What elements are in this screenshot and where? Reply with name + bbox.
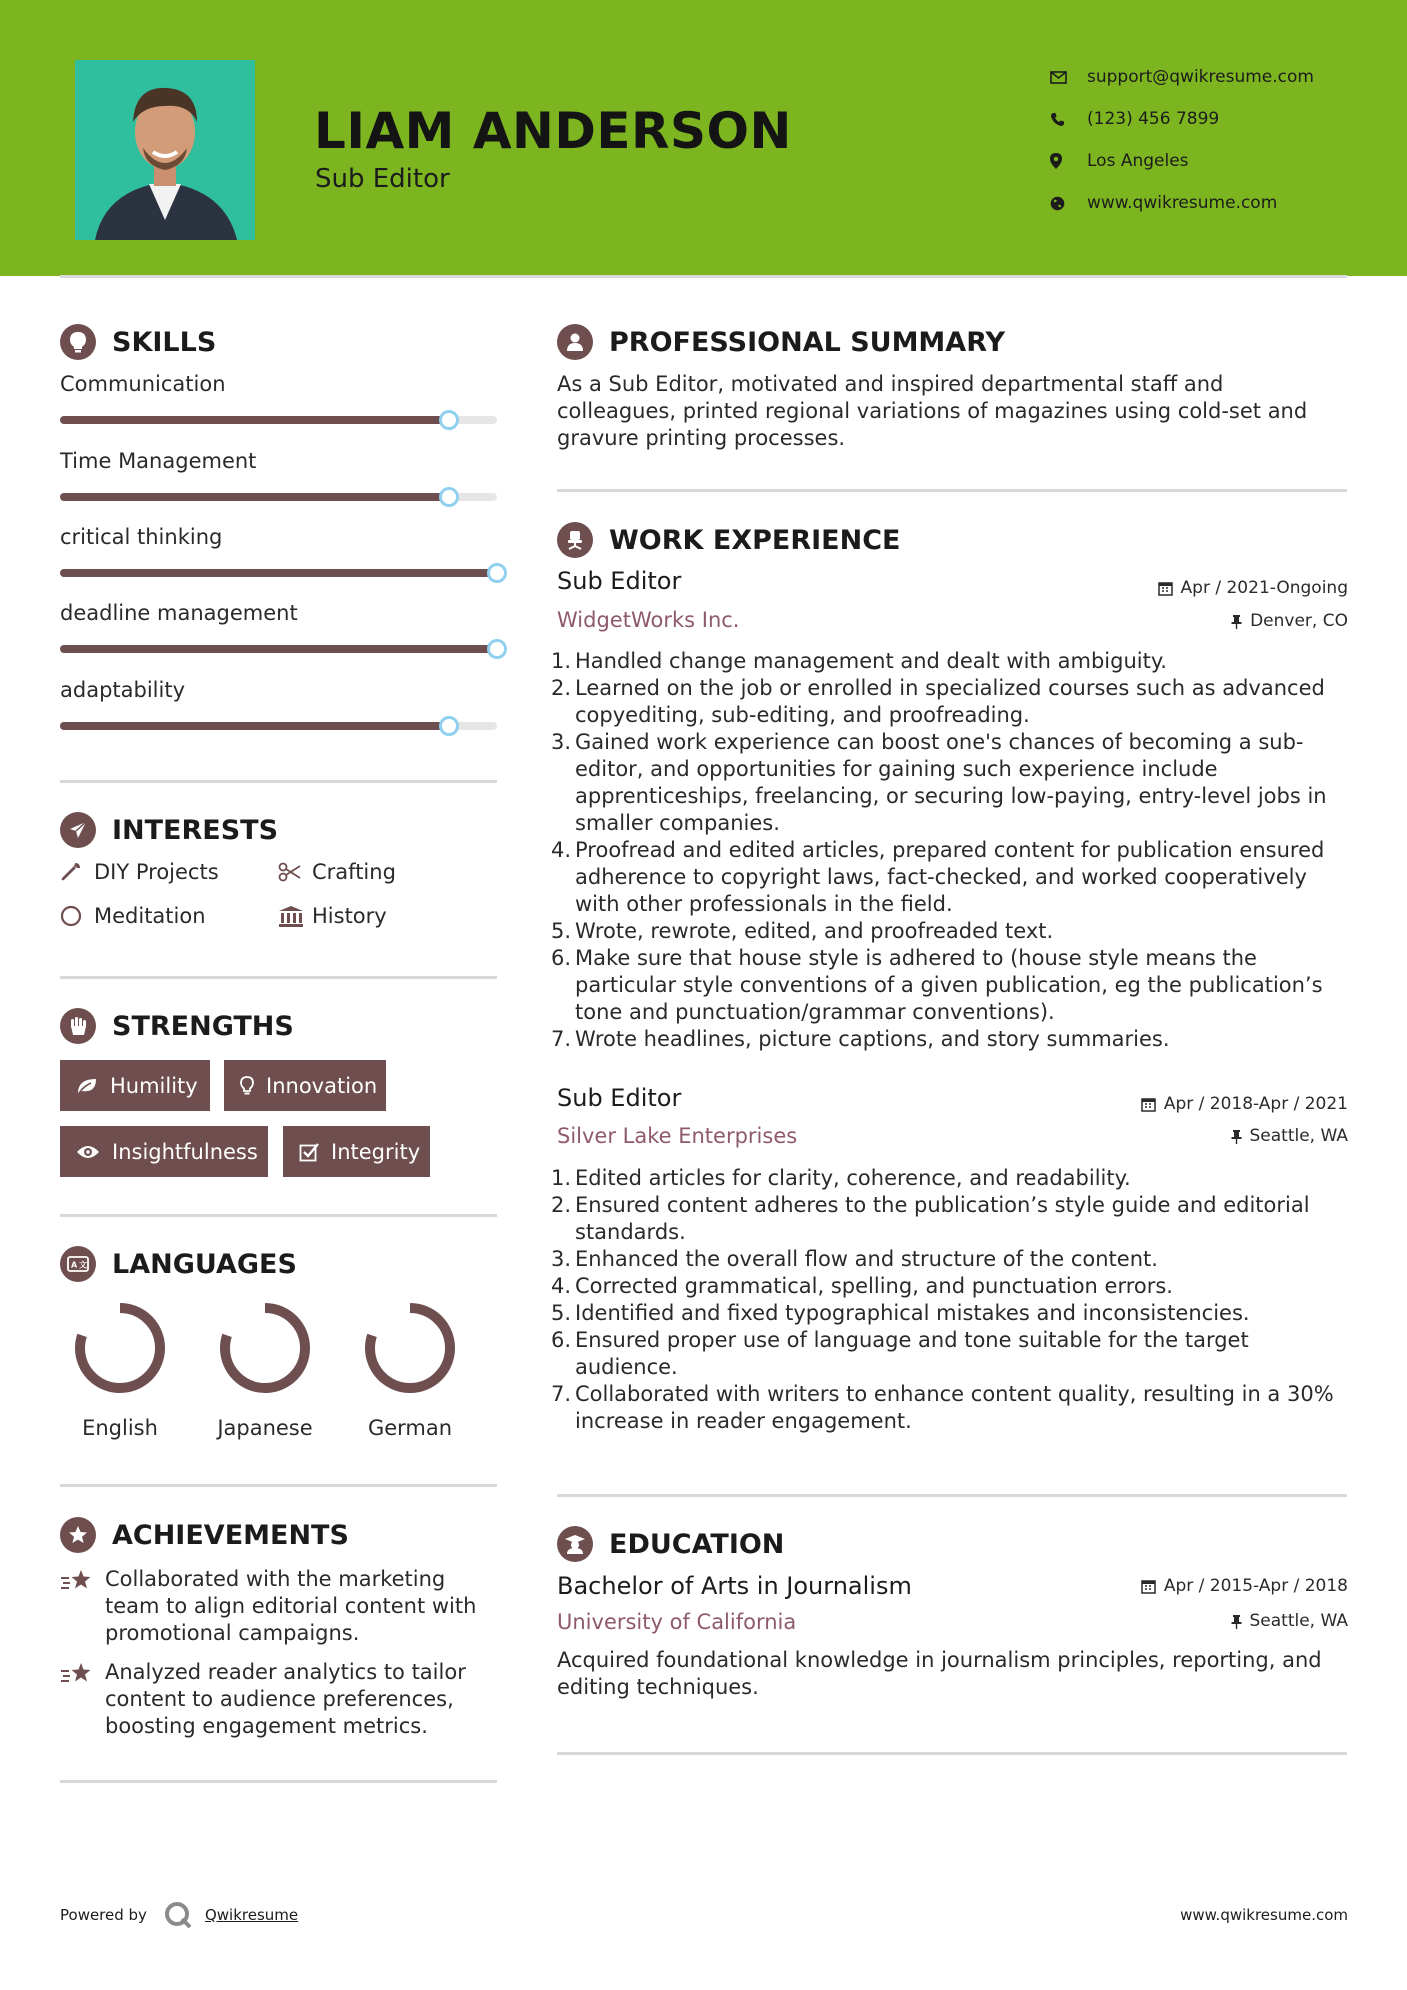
skill-fill bbox=[60, 493, 449, 501]
pushpin-icon bbox=[1231, 1614, 1242, 1629]
job-dates bbox=[1158, 578, 1348, 598]
job-bullet: 2. Learned on the job or enrolled in specialized courses such as advanced copyediting, sub-editing, and proofreading. bbox=[551, 676, 1325, 727]
qwikresume-logo-icon bbox=[163, 1900, 193, 1930]
language-ring bbox=[72, 1300, 168, 1396]
raised-fist-icon bbox=[60, 1008, 96, 1044]
globe-icon bbox=[1050, 196, 1087, 211]
strength-label: Humility bbox=[110, 1073, 198, 1098]
contact-location-text: Los Angeles bbox=[1087, 151, 1189, 171]
summary-heading-text: PROFESSIONAL SUMMARY bbox=[609, 326, 1006, 358]
job-bullet: 7. Collaborated with writers to enhance content quality, resulting in a 30% increase in reader engagement. bbox=[551, 1382, 1334, 1433]
profile-photo bbox=[75, 60, 255, 240]
phone-icon bbox=[1050, 112, 1087, 127]
contact-email[interactable] bbox=[1050, 56, 1314, 98]
education-degree: Bachelor of Arts in Journalism bbox=[557, 1572, 912, 1600]
museum-icon bbox=[278, 905, 312, 927]
achievements-divider bbox=[60, 1780, 497, 1783]
languages-heading-text: LANGUAGES bbox=[112, 1248, 297, 1280]
graduate-icon bbox=[557, 1526, 593, 1562]
skill-bar bbox=[60, 569, 497, 577]
contact-website[interactable] bbox=[1050, 182, 1314, 224]
skill-label: deadline management bbox=[60, 601, 298, 625]
leaf-icon bbox=[76, 1077, 98, 1095]
interest-item bbox=[278, 860, 396, 884]
skill-label: critical thinking bbox=[60, 525, 223, 549]
job-bullet: 5. Wrote, rewrote, edited, and proofreaded text. bbox=[551, 919, 1054, 943]
interest-label: Meditation bbox=[94, 904, 206, 928]
skill-knob[interactable] bbox=[439, 410, 459, 430]
job-location-text: Denver, CO bbox=[1250, 611, 1348, 631]
job-bullet: 1. Edited articles for clarity, coherence, and readability. bbox=[551, 1166, 1131, 1190]
experience-heading bbox=[557, 522, 900, 558]
skills-heading bbox=[60, 324, 216, 360]
skill-fill bbox=[60, 645, 497, 653]
interests-heading-text: INTERESTS bbox=[112, 814, 279, 846]
strength-badge bbox=[224, 1060, 386, 1111]
language-item bbox=[345, 1300, 475, 1440]
lightbulb-icon bbox=[60, 324, 96, 360]
language-ring bbox=[217, 1300, 313, 1396]
skill-bar bbox=[60, 416, 497, 424]
achievement-item bbox=[60, 1566, 500, 1647]
strength-label: Integrity bbox=[331, 1139, 421, 1164]
summary-heading bbox=[557, 324, 1005, 360]
skill-label: Communication bbox=[60, 372, 226, 396]
skill-fill bbox=[60, 722, 449, 730]
job-company: Silver Lake Enterprises bbox=[557, 1124, 798, 1148]
job-bullet: 4. Corrected grammatical, spelling, and punctuation errors. bbox=[551, 1274, 1173, 1298]
interest-label: Crafting bbox=[312, 860, 396, 884]
strengths-heading-text: STRENGTHS bbox=[112, 1010, 294, 1042]
office-chair-icon bbox=[557, 522, 593, 558]
summary-divider bbox=[557, 489, 1347, 492]
interest-label: DIY Projects bbox=[94, 860, 219, 884]
job-dates-text: Apr / 2021-Ongoing bbox=[1180, 578, 1348, 598]
contact-phone-text: (123) 456 7899 bbox=[1087, 109, 1220, 129]
user-icon bbox=[557, 324, 593, 360]
job-bullet: 6. Ensured proper use of language and tone suitable for the target audience. bbox=[551, 1328, 1249, 1379]
achievement-item bbox=[60, 1659, 500, 1740]
shooting-star-icon bbox=[60, 1566, 105, 1647]
job-bullet: 4. Proofread and edited articles, prepared content for publication ensured adherence to copyright laws, fact-checked, and worked cooperatively with other professionals in the field. bbox=[551, 838, 1325, 916]
achievements-heading bbox=[60, 1517, 349, 1553]
job-bullet: 1. Handled change management and dealt with ambiguity. bbox=[551, 649, 1167, 673]
education-location-text: Seattle, WA bbox=[1249, 1611, 1348, 1631]
languages-divider bbox=[60, 1484, 497, 1487]
scissors-icon bbox=[278, 862, 312, 882]
interests-heading bbox=[60, 812, 278, 848]
job-role: Sub Editor bbox=[557, 1084, 682, 1112]
education-divider bbox=[557, 1752, 1347, 1755]
eye-icon bbox=[76, 1144, 100, 1160]
candidate-name: LIAM ANDERSON bbox=[314, 102, 792, 160]
contact-phone[interactable] bbox=[1050, 98, 1314, 140]
strength-badge bbox=[60, 1060, 210, 1111]
envelope-icon bbox=[1050, 71, 1087, 84]
skill-knob[interactable] bbox=[487, 563, 507, 583]
achievement-text: Collaborated with the marketing team to align editorial content with promotional campaigns. bbox=[105, 1567, 477, 1645]
experience-divider bbox=[557, 1494, 1347, 1497]
interest-label: History bbox=[312, 904, 387, 928]
job-bullet: 3. Enhanced the overall flow and structure of the content. bbox=[551, 1247, 1158, 1271]
footer-powered-by bbox=[60, 1900, 298, 1930]
interest-item bbox=[60, 860, 219, 884]
job-bullet: 2. Ensured content adheres to the publication’s style guide and editorial standards. bbox=[551, 1193, 1310, 1244]
strengths-heading bbox=[60, 1008, 294, 1044]
job-company: WidgetWorks Inc. bbox=[557, 608, 740, 632]
job-dates-text: Apr / 2018-Apr / 2021 bbox=[1163, 1094, 1348, 1114]
header-banner bbox=[0, 0, 1407, 276]
checkbox-icon bbox=[299, 1142, 319, 1162]
skill-knob[interactable] bbox=[439, 487, 459, 507]
language-item bbox=[55, 1300, 185, 1440]
skill-label: adaptability bbox=[60, 678, 185, 702]
star-badge-icon bbox=[60, 1517, 96, 1553]
skills-divider bbox=[60, 780, 497, 783]
language-ring bbox=[362, 1300, 458, 1396]
paper-plane-icon bbox=[60, 812, 96, 848]
job-bullet: 3. Gained work experience can boost one's chances of becoming a sub-editor, and opportunities for gaining such experience include apprenticeships, freelancing, or securing low-paying, entry-level jobs in smaller companies. bbox=[551, 730, 1327, 835]
wrench-icon bbox=[60, 861, 94, 883]
achievement-text: Analyzed reader analytics to tailor content to audience preferences, boosting engagement metrics. bbox=[105, 1660, 466, 1738]
skill-bar bbox=[60, 493, 497, 501]
skill-label: Time Management bbox=[60, 449, 257, 473]
education-text: Acquired foundational knowledge in journalism principles, reporting, and editing techniques. bbox=[557, 1648, 1322, 1699]
strength-badge bbox=[60, 1126, 268, 1177]
footer-website[interactable]: www.qwikresume.com bbox=[1180, 1906, 1348, 1924]
pushpin-icon bbox=[1231, 614, 1242, 629]
language-card-icon bbox=[60, 1246, 96, 1282]
calendar-icon bbox=[1141, 1579, 1156, 1594]
interest-item bbox=[278, 904, 387, 928]
skill-bar bbox=[60, 722, 497, 730]
language-label: German bbox=[367, 1416, 453, 1440]
language-label: Japanese bbox=[217, 1416, 313, 1440]
contact-block bbox=[1050, 56, 1314, 224]
job-bullet: 6. Make sure that house style is adhered to (house style means the particular style conventions of a given publication, eg the publication’s tone and punctuation/grammar conventions). bbox=[551, 946, 1323, 1024]
job-location bbox=[1231, 611, 1348, 631]
job-bullet: 7. Wrote headlines, picture captions, and story summaries. bbox=[551, 1027, 1170, 1051]
experience-heading-text: WORK EXPERIENCE bbox=[609, 524, 901, 556]
skill-knob[interactable] bbox=[439, 716, 459, 736]
header-divider bbox=[60, 275, 1347, 278]
language-item bbox=[200, 1300, 330, 1440]
language-label: English bbox=[82, 1416, 158, 1440]
job-location bbox=[1231, 1126, 1349, 1146]
job-role: Sub Editor bbox=[557, 567, 682, 595]
education-location bbox=[1231, 1611, 1349, 1631]
job-dates bbox=[1141, 1094, 1348, 1114]
education-dates-text: Apr / 2015-Apr / 2018 bbox=[1163, 1576, 1348, 1596]
contact-email-text: support@qwikresume.com bbox=[1087, 67, 1314, 87]
lightbulb-icon bbox=[240, 1076, 254, 1096]
education-school: University of California bbox=[557, 1610, 797, 1634]
languages-heading bbox=[60, 1246, 297, 1282]
circle-icon bbox=[60, 905, 94, 927]
interest-item bbox=[60, 904, 206, 928]
calendar-icon bbox=[1158, 581, 1173, 596]
contact-website-text: www.qwikresume.com bbox=[1087, 193, 1278, 213]
map-pin-icon bbox=[1050, 153, 1087, 169]
skill-knob[interactable] bbox=[487, 639, 507, 659]
achievements-heading-text: ACHIEVEMENTS bbox=[112, 1519, 349, 1551]
interests-divider bbox=[60, 976, 497, 979]
education-heading bbox=[557, 1526, 784, 1562]
pushpin-icon bbox=[1231, 1129, 1242, 1144]
skill-bar bbox=[60, 645, 497, 653]
skill-fill bbox=[60, 416, 449, 424]
shooting-star-icon bbox=[60, 1659, 105, 1740]
powered-by-text: Powered by bbox=[60, 1906, 147, 1924]
skills-heading-text: SKILLS bbox=[112, 326, 217, 358]
strength-label: Innovation bbox=[266, 1073, 378, 1098]
job-bullets bbox=[551, 648, 1347, 1053]
skill-fill bbox=[60, 569, 497, 577]
svg-text:A: A bbox=[71, 1260, 78, 1270]
education-dates bbox=[1141, 1576, 1348, 1596]
footer-brand-link[interactable]: Qwikresume bbox=[204, 1906, 299, 1924]
strength-badge bbox=[283, 1126, 430, 1177]
candidate-title: Sub Editor bbox=[315, 164, 450, 194]
job-bullet: 5. Identified and fixed typographical mistakes and inconsistencies. bbox=[551, 1301, 1250, 1325]
strengths-divider bbox=[60, 1214, 497, 1217]
summary-text: As a Sub Editor, motivated and inspired departmental staff and colleagues, printed regional variations of magazines using cold-set and gravure printing processes. bbox=[557, 372, 1308, 450]
calendar-icon bbox=[1141, 1097, 1156, 1112]
strength-label: Insightfulness bbox=[112, 1139, 258, 1164]
contact-location bbox=[1050, 140, 1314, 182]
job-bullets bbox=[551, 1165, 1347, 1435]
job-location-text: Seattle, WA bbox=[1249, 1126, 1348, 1146]
education-heading-text: EDUCATION bbox=[609, 1528, 785, 1560]
svg-text:文: 文 bbox=[79, 1260, 87, 1270]
